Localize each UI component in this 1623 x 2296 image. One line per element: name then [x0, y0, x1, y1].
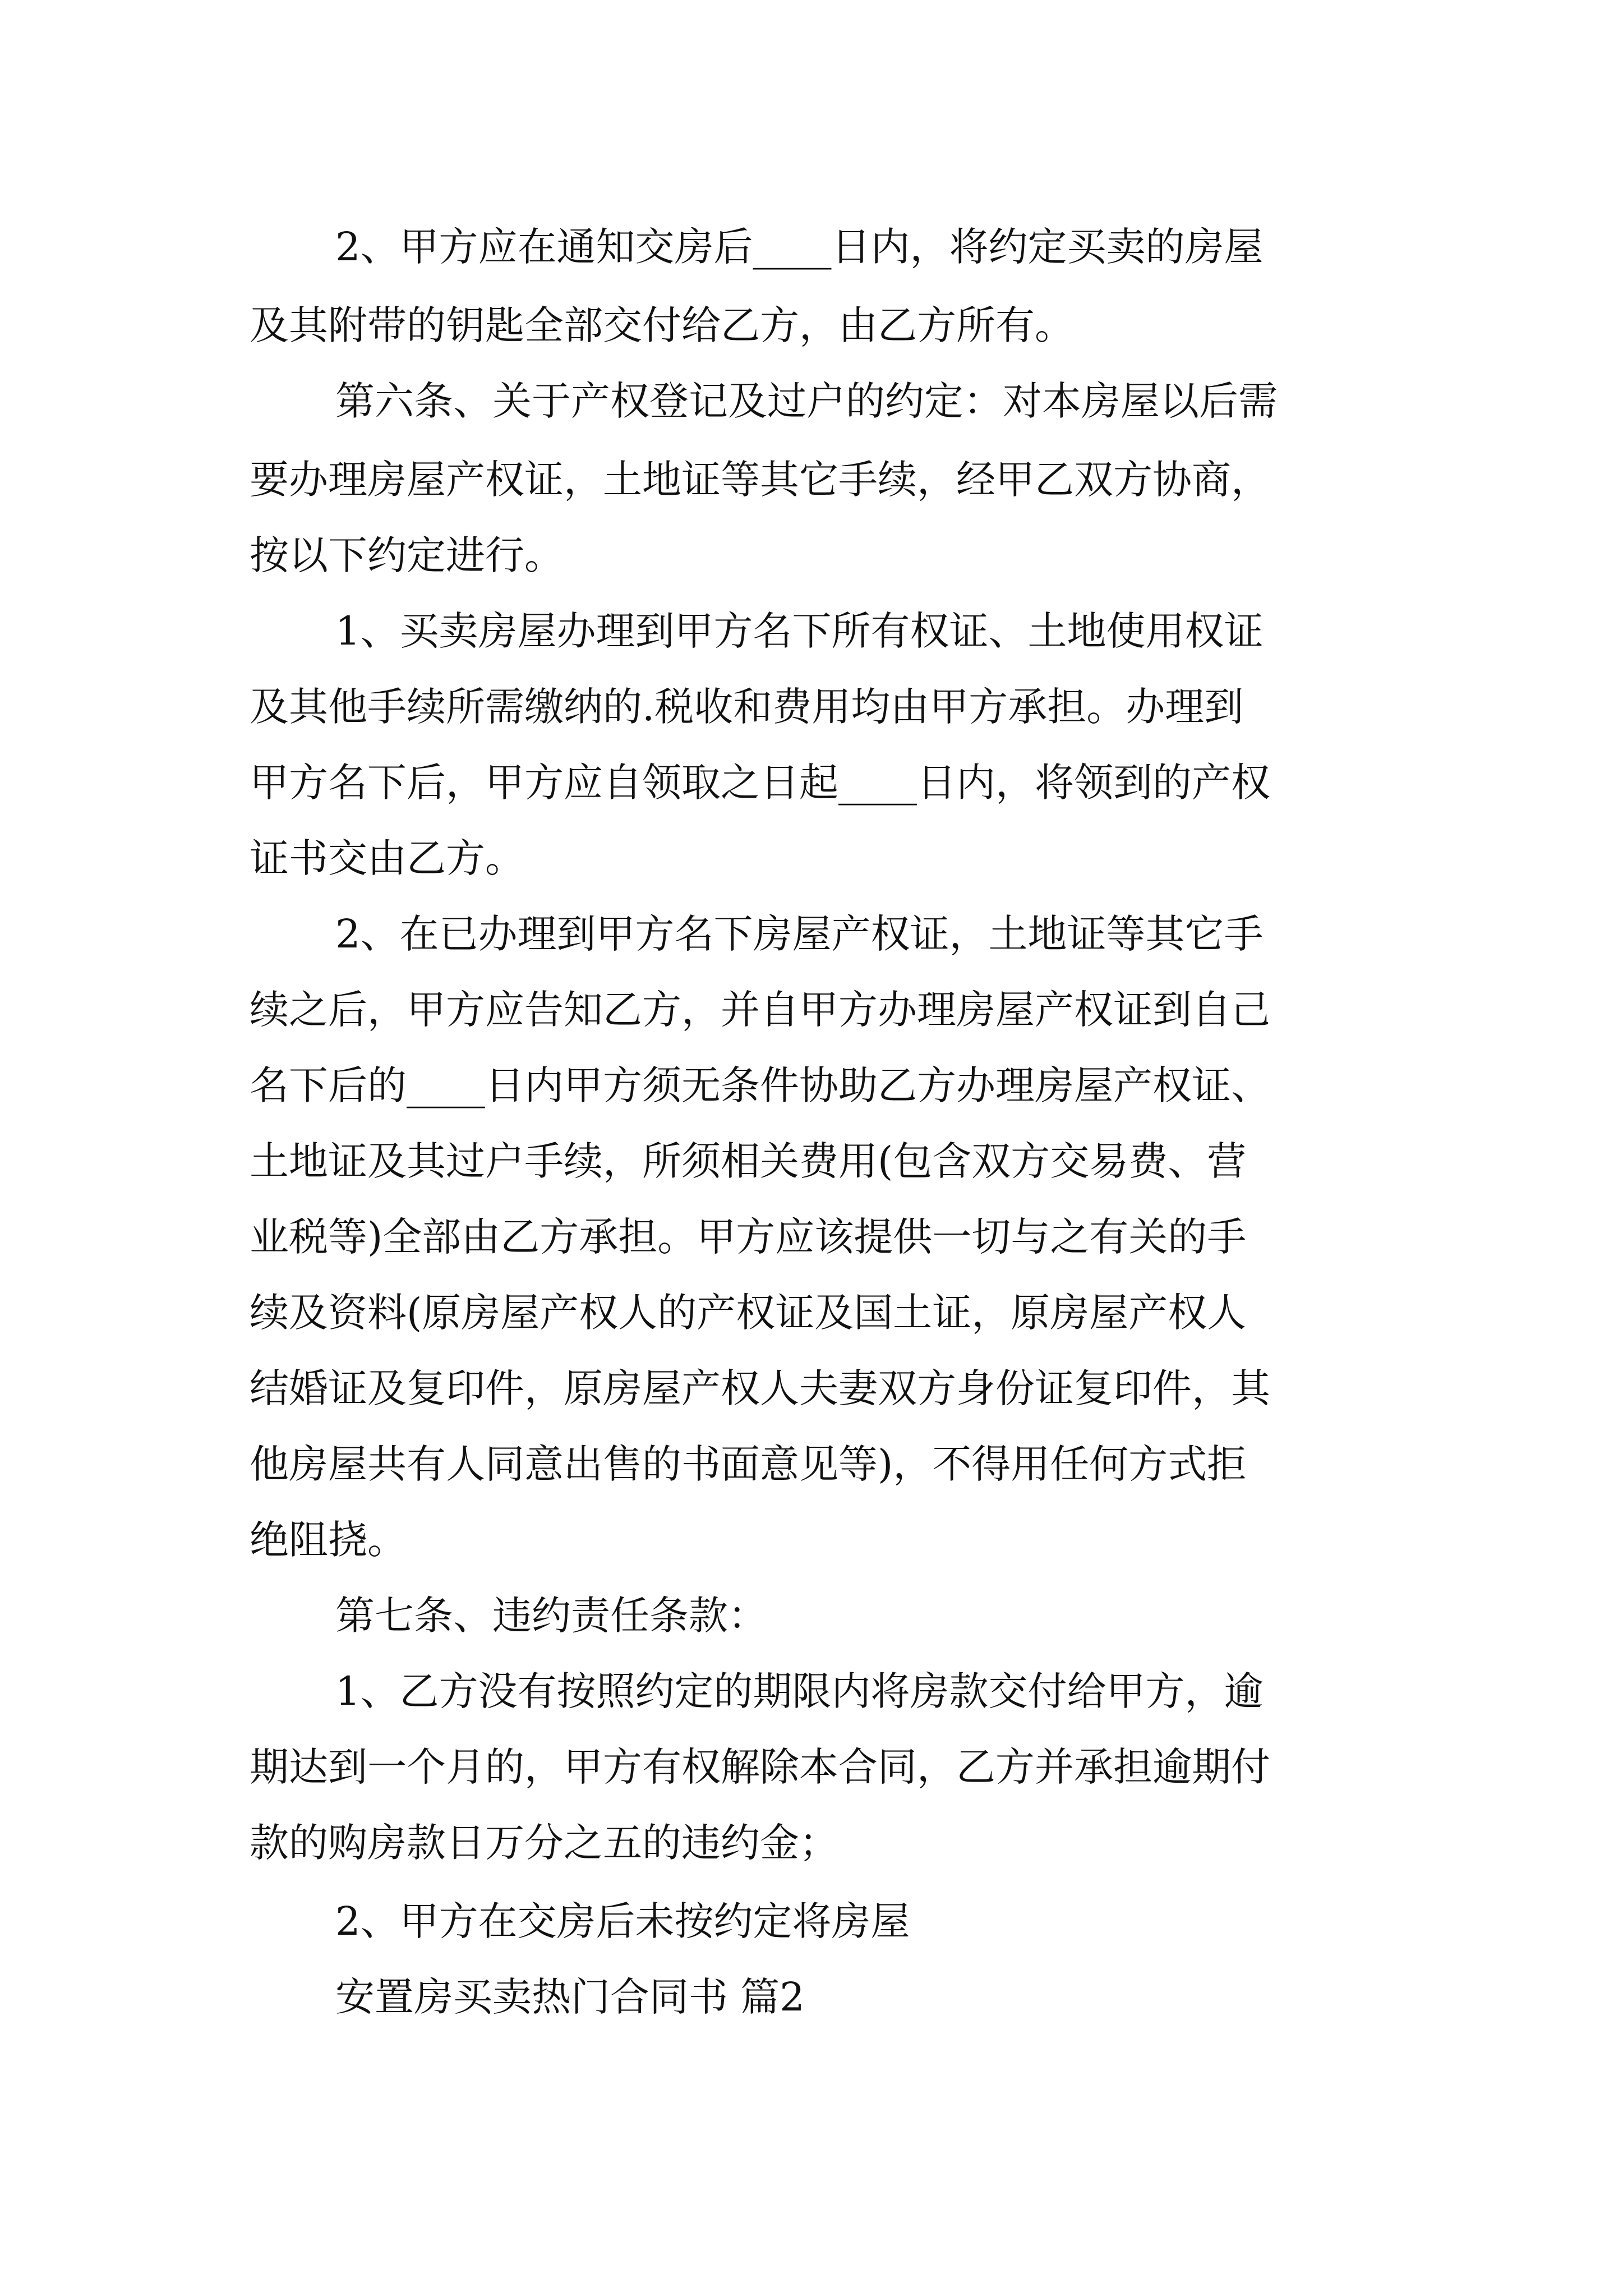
article-6-item-2-line-3: 名下后的____日内甲方须无条件协助乙方办理房屋产权证、	[250, 1062, 1270, 1108]
article-6-heading-line-1: 第六条、关于产权登记及过户的约定：对本房屋以后需	[335, 378, 1278, 424]
article-6-item-2-line-6: 续及资料(原房屋产权人的产权证及国土证，原房屋产权人	[250, 1290, 1247, 1336]
article-6-item-2-line-1: 2、在已办理到甲方名下房屋产权证，土地证等其它手	[335, 911, 1264, 957]
article-7-heading: 第七条、违约责任条款：	[335, 1593, 767, 1639]
article-6-item-2-line-2: 续之后，甲方应告知乙方，并自甲方办理房屋产权证到自己	[250, 987, 1270, 1033]
article-6-item-2-line-8: 他房屋共有人同意出售的书面意见等)，不得用任何方式拒	[250, 1441, 1247, 1487]
article-6-item-2-line-9: 绝阻挠。	[250, 1517, 407, 1563]
clause-5-item-2-line-1: 2、甲方应在通知交房后____日内，将约定买卖的房屋	[335, 224, 1264, 270]
article-7-item-1-line-2: 期达到一个月的，甲方有权解除本合同，乙方并承担逾期付	[250, 1744, 1270, 1790]
article-6-heading-line-2: 要办理房屋产权证，土地证等其它手续，经甲乙双方协商，	[250, 457, 1270, 503]
article-6-item-1-line-3: 甲方名下后，甲方应自领取之日起____日内，将领到的产权	[250, 760, 1270, 806]
article-7-item-2-line-1: 2、甲方在交房后未按约定将房屋	[335, 1898, 910, 1944]
article-6-item-2-line-4: 土地证及其过户手续，所须相关费用(包含双方交易费、营	[250, 1138, 1247, 1184]
article-6-item-2-line-7: 结婚证及复印件，原房屋产权人夫妻双方身份证复印件，其	[250, 1365, 1270, 1411]
article-6-item-1-line-1: 1、买卖房屋办理到甲方名下所有权证、土地使用权证	[335, 608, 1264, 654]
section-heading-part-2: 安置房买卖热门合同书 篇2	[335, 1974, 805, 2020]
article-6-item-1-line-2: 及其他手续所需缴纳的.税收和费用均由甲方承担。办理到	[250, 684, 1244, 730]
clause-5-item-2-line-2: 及其附带的钥匙全部交付给乙方，由乙方所有。	[250, 302, 1074, 348]
article-6-heading-line-3: 按以下约定进行。	[250, 532, 564, 578]
article-7-item-1-line-1: 1、乙方没有按照约定的期限内将房款交付给甲方，逾	[335, 1668, 1264, 1714]
article-6-item-1-line-4: 证书交由乙方。	[250, 835, 524, 881]
article-6-item-2-line-5: 业税等)全部由乙方承担。甲方应该提供一切与之有关的手	[250, 1214, 1247, 1260]
article-7-item-1-line-3: 款的购房款日万分之五的违约金；	[250, 1820, 838, 1866]
